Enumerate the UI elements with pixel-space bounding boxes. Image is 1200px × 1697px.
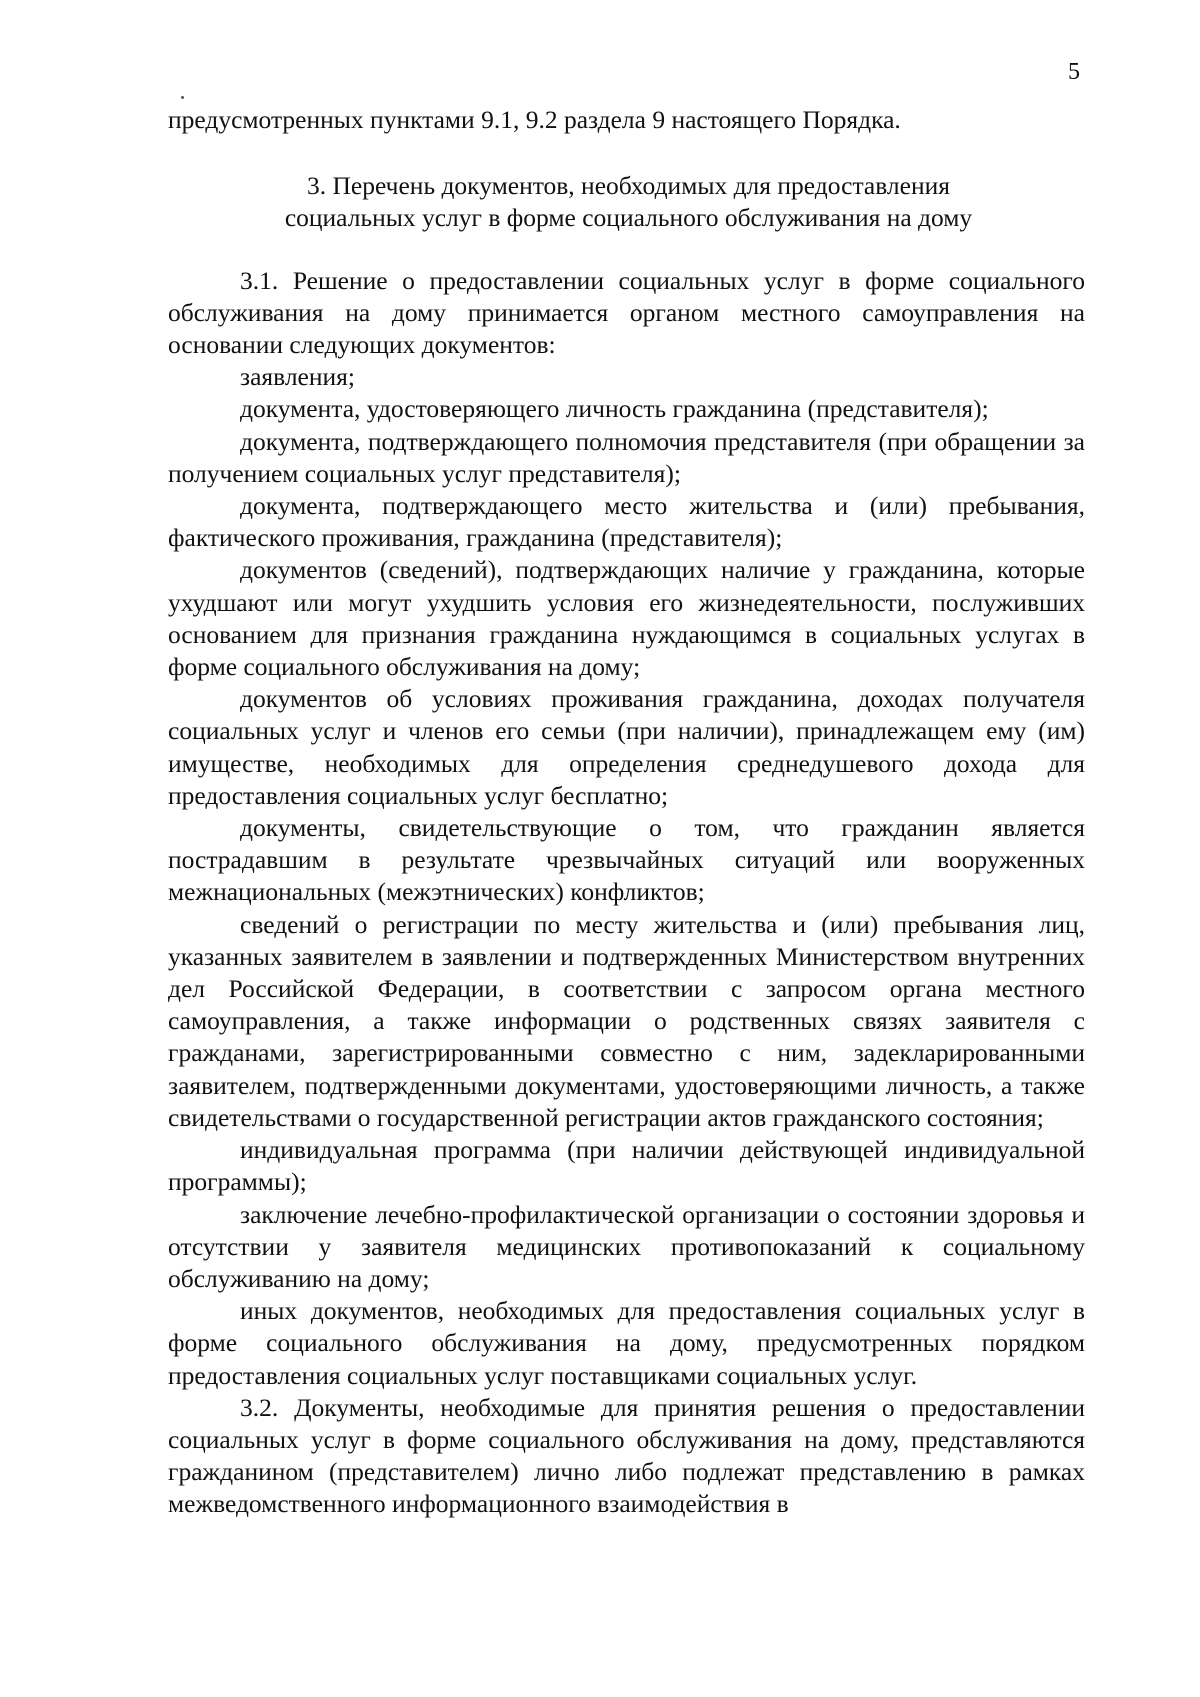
section-heading-line-2: социальных услуг в форме социального обслуживания на дому: [284, 203, 973, 233]
list-item: документы, свидетельствующие о том, что гражданин является пострадавшим в результате чрезвычайных ситуаций или вооруженных межнациональных (межэтнических) конфликтов;: [168, 813, 1085, 907]
list-item: документа, подтверждающего полномочия представителя (при обращении за получением социальных услуг представителя);: [168, 426, 1085, 488]
list-item: документов (сведений), подтверждающих наличие у гражданина, которые ухудшают или могут ухудшить условия его жизнедеятельности, послуживших основанием для признания гражданина нуждающимся в социальных услугах в форме социального обслуживания на дому;: [168, 555, 1085, 682]
list-item: сведений о регистрации по месту жительства и (или) пребывания лиц, указанных заявителем в заявлении и подтвержденных Министерством внутренних дел Российской Федерации, в соответствии с запросом органа местного самоуправления, а также информации о родственных связях заявителя с гражданами, зарегистрированными совместно с ним, задекларированными заявителем, подтвержденными документами, удостоверяющими личность, а также свидетельствами о государственной регистрации актов гражданского состояния;: [168, 909, 1085, 1132]
list-item: иных документов, необходимых для предоставления социальных услуг в форме социального обслуживания на дому, предусмотренных порядком предоставления социальных услуг поставщиками социальных услуг.: [168, 1296, 1085, 1390]
paragraph-3-2: 3.2. Документы, необходимые для принятия решения о предоставлении социальных услуг в форме социального обслуживания на дому, представляются гражданином (представителем) лично либо подлежат представлению в рамках межведомственного информационного взаимодействия в: [168, 1392, 1085, 1519]
list-item: документа, подтверждающего место жительства и (или) пребывания, фактического проживания, гражданина (представителя);: [168, 491, 1085, 553]
list-item: заключение лечебно-профилактической организации о состоянии здоровья и отсутствии у заявителя медицинских противопоказаний к социальному обслуживанию на дому;: [168, 1199, 1085, 1293]
section-heading-line-1: 3. Перечень документов, необходимых для предоставления: [306, 171, 950, 201]
document-body: [168, 104, 1085, 1521]
list-item: документов об условиях проживания гражданина, доходах получателя социальных услуг и членов его семьи (при наличии), принадлежащем ему (им) имуществе, необходимых для определения среднедушевого дохода для предоставления социальных услуг бесплатно;: [168, 684, 1085, 810]
scan-artifact: [181, 96, 184, 99]
page-number: 5: [1068, 59, 1080, 85]
list-item: заявления;: [240, 362, 355, 392]
list-item: документа, удостоверяющего личность гражданина (представителя);: [240, 394, 989, 424]
continued-text: предусмотренных пунктами 9.1, 9.2 раздела 9 настоящего Порядка.: [168, 105, 901, 134]
paragraph-3-1: 3.1. Решение о предоставлении социальных услуг в форме социального обслуживания на дому принимается органом местного самоуправления на основании следующих документов:: [168, 265, 1085, 360]
section-heading: [168, 170, 1085, 234]
list-item: индивидуальная программа (при наличии действующей индивидуальной программы);: [168, 1135, 1085, 1197]
